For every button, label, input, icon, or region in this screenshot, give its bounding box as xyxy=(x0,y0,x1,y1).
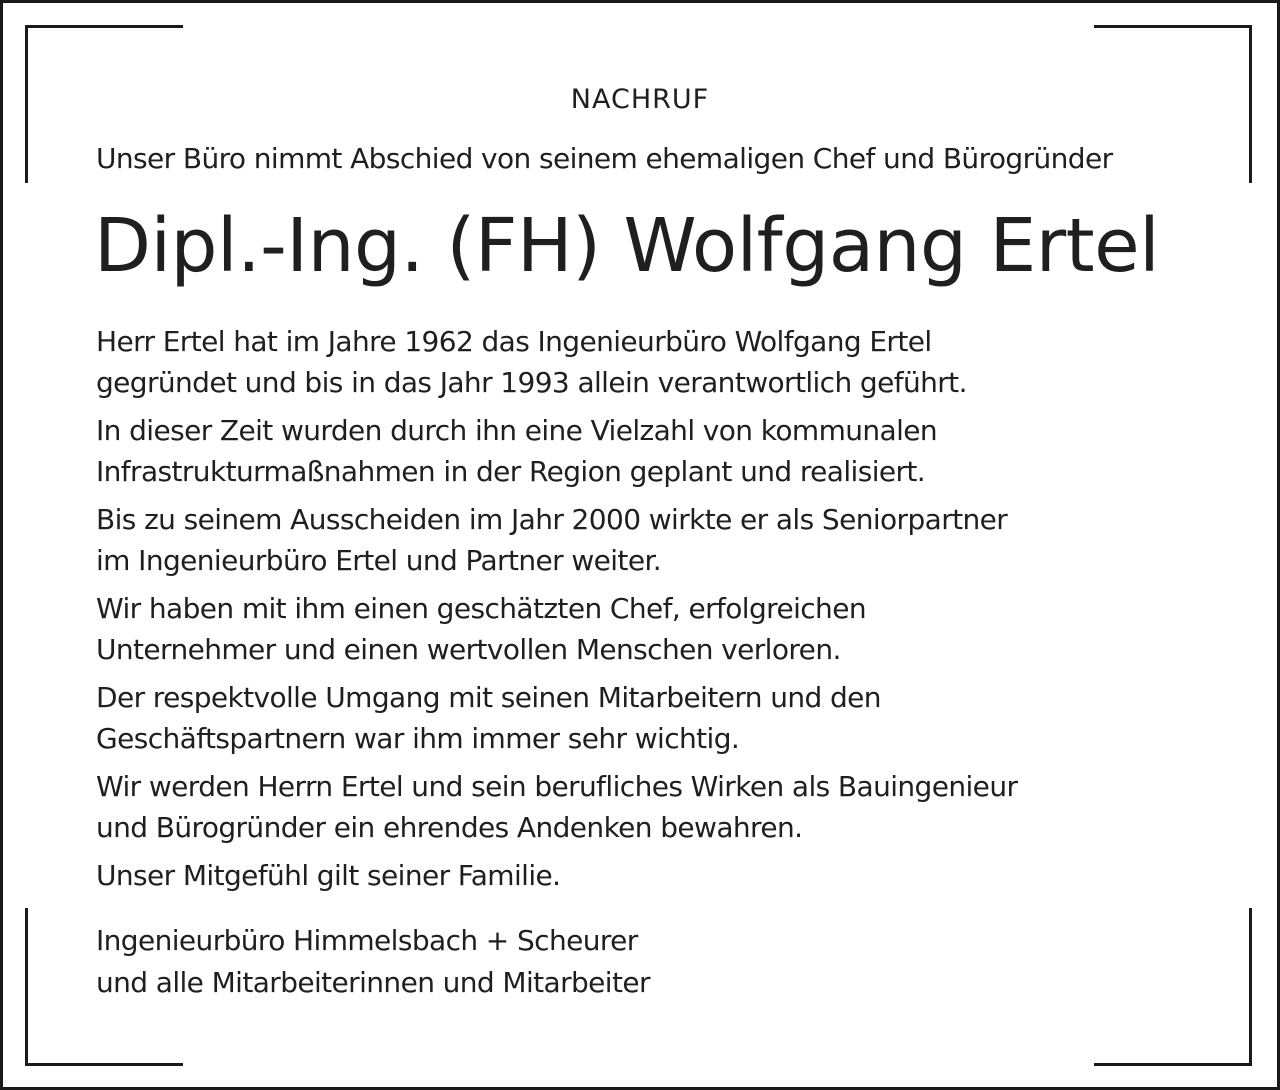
paragraph-projects xyxy=(96,410,1196,492)
notice-signature xyxy=(96,920,1196,1004)
paragraph-line: Der respektvolle Umgang mit seinen Mitarbeitern und den xyxy=(96,681,881,714)
paragraph-senior-partner xyxy=(96,499,1196,581)
signature-staff: und alle Mitarbeiterinnen und Mitarbeiter xyxy=(96,966,650,999)
paragraph-remembrance xyxy=(96,766,1196,848)
paragraph-line: im Ingenieurbüro Ertel und Partner weiter. xyxy=(96,544,662,577)
paragraph-line: Geschäftspartnern war ihm immer sehr wichtig. xyxy=(96,722,740,755)
paragraph-loss xyxy=(96,588,1196,670)
paragraph-line: Bis zu seinem Ausscheiden im Jahr 2000 wirkte er als Seniorpartner xyxy=(96,503,1008,536)
notice-intro: Unser Büro nimmt Abschied von seinem ehemaligen Chef und Bürogründer xyxy=(96,142,1113,175)
paragraph-line: In dieser Zeit wurden durch ihn eine Vielzahl von kommunalen xyxy=(96,414,938,447)
paragraph-line: Infrastrukturmaßnahmen in der Region geplant und realisiert. xyxy=(96,455,926,488)
notice-heading: NACHRUF xyxy=(570,84,710,115)
notice-body xyxy=(96,321,1196,903)
paragraph-founding xyxy=(96,321,1196,403)
paragraph-line: Wir werden Herrn Ertel und sein berufliches Wirken als Bauingenieur xyxy=(96,770,1018,803)
paragraph-line: Unser Mitgefühl gilt seiner Familie. xyxy=(96,859,561,892)
paragraph-line: gegründet und bis in das Jahr 1993 allein verantwortlich geführt. xyxy=(96,366,967,399)
paragraph-condolence xyxy=(96,855,1196,896)
paragraph-respect xyxy=(96,677,1196,759)
paragraph-line: Herr Ertel hat im Jahre 1962 das Ingenieurbüro Wolfgang Ertel xyxy=(96,325,932,358)
deceased-name: Dipl.-Ing. (FH) Wolfgang Ertel xyxy=(94,203,1160,289)
paragraph-line: Wir haben mit ihm einen geschätzten Chef, erfolgreichen xyxy=(96,592,866,625)
signature-company: Ingenieurbüro Himmelsbach + Scheurer xyxy=(96,924,638,957)
paragraph-line: Unternehmer und einen wertvollen Menschen verloren. xyxy=(96,633,841,666)
paragraph-line: und Bürogründer ein ehrendes Andenken bewahren. xyxy=(96,811,803,844)
